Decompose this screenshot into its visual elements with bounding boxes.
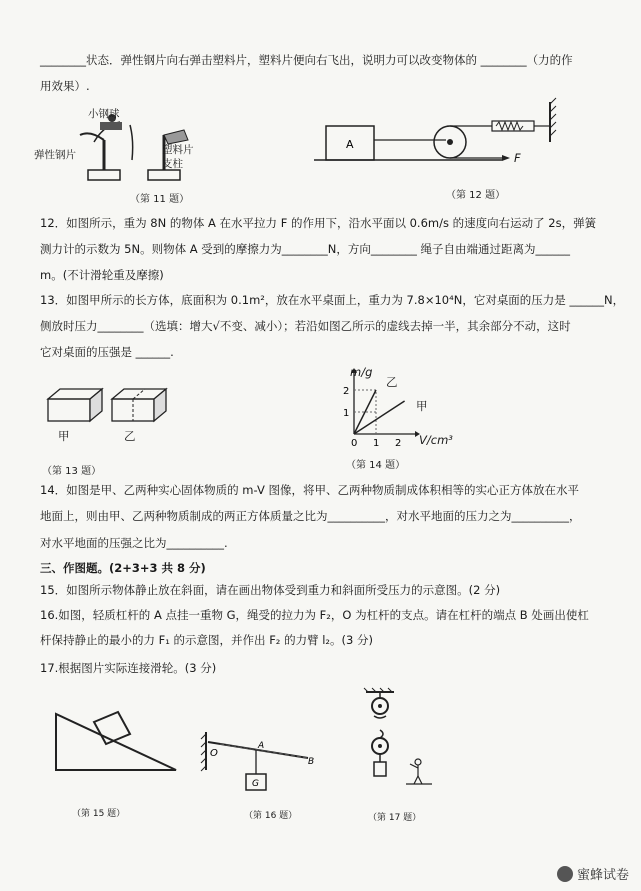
chart-x-tick-label: 1 (373, 438, 380, 449)
chart-y-tick-label: 1 (343, 408, 350, 419)
fig16-label-G: G (252, 779, 259, 789)
fig11-label-spring-plate: 弹性钢片 (34, 149, 76, 161)
watermark (557, 864, 629, 883)
q13-line3: 它对桌面的压强是 ______. (40, 345, 174, 359)
fig12-block-label: A (346, 138, 354, 151)
q14-line3: 对水平地面的压强之比为__________. (40, 536, 228, 550)
q12-line2: 测力计的示数为 5N。则物体 A 受到的摩擦力为________N，方向________ 绳子自由端通过距离为______ (40, 242, 571, 256)
chart-x-tick-label: 2 (395, 438, 402, 449)
watermark-text: 蜜蜂试卷 (576, 868, 629, 883)
q13-line1: 13．如图甲所示的长方体，底面积为 0.1m²，放在水平桌面上，重力为 7.8×10⁴N，它对桌面的压力是 ______N， (40, 293, 625, 307)
q12-line1: 12．如图所示，重为 8N 的物体 A 在水平拉力 F 的作用下，沿水平面以 0.6m/s 的速度向右运动了 2s，弹簧 (40, 216, 597, 230)
figure-12 (312, 112, 582, 172)
fig17-caption: （第 17 题） (368, 813, 422, 823)
fig16-caption: （第 16 题） (244, 811, 298, 821)
q13-line2: 侧放时压力________（选填：增大√不变、减小）；若沿如图乙所示的虚线去掉一半，其余部分不动，这时 (40, 319, 571, 333)
fig11-label-plastic: 塑料片 (162, 144, 194, 156)
q17-text: 17.根据图片实际连接滑轮。(3 分) (40, 661, 217, 675)
q16-line2: 杆保持静止的最小的力 F₁ 的示意图，并作出 F₂ 的力臂 l₂。(3 分) (40, 633, 373, 647)
q16-line1: 16.如图，轻质杠杆的 A 点挂一重物 G，绳受的拉力为 F₂，O 为杠杆的支点。请在杠杆的端点 B 处画出使杠 (40, 608, 589, 622)
fig16-label-O: O (210, 748, 218, 759)
figure-17 (360, 690, 440, 790)
fig14-caption: （第 14 题） (346, 460, 406, 471)
q15-text: 15．如图所示物体静止放在斜面，请在画出物体受到重力和斜面所受压力的示意图。(2 分) (40, 583, 501, 597)
fig13-label-jia: 甲 (58, 429, 70, 443)
q14-line2: 地面上，则由甲、乙两种物质制成的两正方体质量之比为__________，对水平地面的压力之为__________， (40, 509, 581, 523)
figure-11 (60, 100, 220, 190)
section-3-heading: 三、作图题。(2+3+3 共 8 分) (40, 561, 206, 575)
figure-16 (200, 730, 320, 800)
chart-series-label-jia: 甲 (416, 399, 428, 413)
fig16-label-A: A (258, 741, 265, 751)
q14-line1: 14．如图是甲、乙两种实心固体物质的 m-V 图像，将甲、乙两种物质制成体积相等的实心正方体放在水平 (40, 483, 579, 497)
fig11-label-ball: 小钢球 (88, 108, 120, 120)
fig11-caption: （第 11 题） (130, 194, 190, 205)
bee-logo-icon (557, 866, 573, 882)
chart-x-tick-label: 0 (351, 438, 358, 449)
fig13-caption: （第 13 题） (42, 466, 102, 477)
chart-series-label-yi: 乙 (386, 375, 398, 389)
chart-y-axis-label: m/g (350, 365, 373, 379)
figure-15 (52, 708, 182, 778)
q11-line1: ________状态．弹性钢片向右弹击塑料片，塑料片便向右飞出，说明力可以改变物体的 ________（力的作 (40, 53, 573, 67)
fig15-caption: （第 15 题） (72, 809, 126, 819)
chart-x-axis-label: V/cm³ (419, 433, 453, 447)
fig13-label-yi: 乙 (124, 429, 136, 443)
fig11-label-support: 支柱 (162, 158, 183, 170)
chart-y-tick-label: 2 (343, 386, 350, 397)
fig16-label-B: B (308, 757, 315, 767)
fig12-caption: （第 12 题） (446, 190, 506, 201)
q12-line3: m。(不计滑轮重及摩擦) (40, 268, 164, 282)
q11-line2: 用效果）. (40, 79, 90, 93)
fig12-force-label: F (514, 151, 521, 165)
